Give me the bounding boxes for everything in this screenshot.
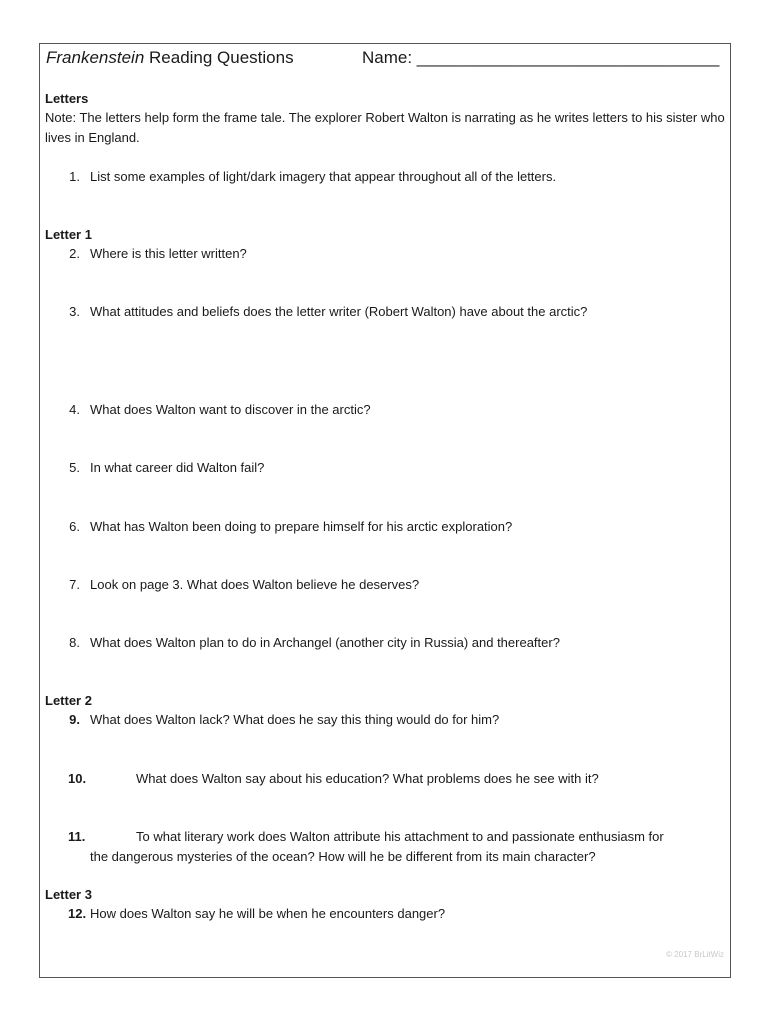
question-number: 4. — [69, 402, 80, 417]
section-heading-letter-2: Letter 2 — [45, 693, 92, 708]
copyright-notice: © 2017 BrLitWiz — [666, 950, 724, 959]
question-number: 9. — [69, 712, 80, 727]
question-text: To what literary work does Walton attribute his attachment to and passionate enthusiasm for — [136, 829, 664, 844]
question-number: 11. — [68, 829, 86, 844]
question-number: 8. — [69, 635, 80, 650]
question-number: 3. — [69, 304, 80, 319]
question-text: What does Walton plan to do in Archangel (another city in Russia) and thereafter? — [90, 635, 560, 650]
question-text: What attitudes and beliefs does the letter writer (Robert Walton) have about the arctic? — [90, 304, 588, 319]
question-text-continued: the dangerous mysteries of the ocean? How will he be different from its main character? — [90, 849, 596, 864]
question-number: 1. — [69, 169, 80, 184]
question-text: What has Walton been doing to prepare himself for his arctic exploration? — [90, 519, 513, 534]
question-number: 7. — [69, 577, 80, 592]
page-title — [46, 48, 294, 68]
question-text: List some examples of light/dark imagery that appear throughout all of the letters. — [90, 169, 557, 184]
title-rest: Reading Questions — [144, 48, 294, 67]
section-heading-letter-1: Letter 1 — [45, 227, 92, 242]
title-italic: Frankenstein — [46, 48, 145, 67]
name-field-label: Name: ________________________________ — [362, 48, 720, 67]
question-text: Look on page 3. What does Walton believe he deserves? — [90, 577, 420, 592]
section-heading-letter-3: Letter 3 — [45, 887, 92, 902]
question-text: In what career did Walton fail? — [90, 460, 265, 475]
question-number: 6. — [69, 519, 80, 534]
question-text: Where is this letter written? — [90, 246, 247, 261]
question-text: How does Walton say he will be when he encounters danger? — [90, 906, 446, 921]
question-text: What does Walton lack? What does he say this thing would do for him? — [90, 712, 500, 727]
question-text: What does Walton want to discover in the arctic? — [90, 402, 371, 417]
question-number: 2. — [69, 246, 80, 261]
question-number: 5. — [69, 460, 80, 475]
section-heading-letters: Letters — [45, 91, 89, 106]
letters-note: Note: The letters help form the frame tale. The explorer Robert Walton is narrating as he writes letters to his sister who lives in England. — [45, 110, 725, 145]
question-number: 10. — [68, 771, 87, 786]
question-number: 12. — [68, 906, 87, 921]
question-text: What does Walton say about his education? What problems does he see with it? — [136, 771, 599, 786]
